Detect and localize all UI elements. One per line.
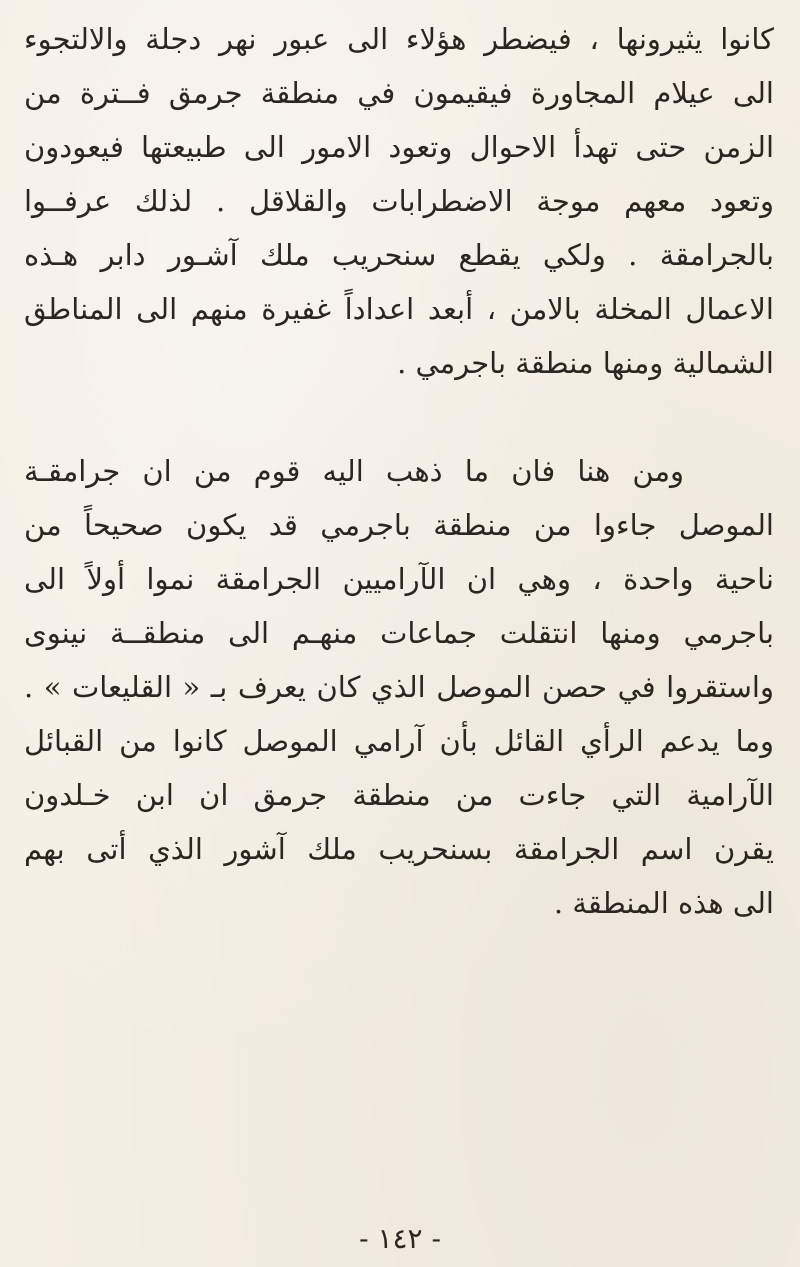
text-line: يقرن اسم الجرامقة بسنحريب ملك آشور الذي أتى بهم — [24, 832, 774, 866]
page-number: - ١٤٢ - — [359, 1222, 441, 1255]
text-line: الزمن حتى تهدأ الاحوال وتعود الامور الى طبيعتها فيعودون — [24, 130, 774, 164]
text-line: وتعود معهم موجة الاضطرابات والقلاقل . لذلك عرفــوا — [24, 184, 774, 218]
text-line: وما يدعم الرأي القائل بأن آرامي الموصل كانوا من القبائل — [24, 724, 774, 758]
paragraph-1 — [24, 12, 774, 390]
text-line: ناحية واحدة ، وهي ان الآراميين الجرامقة نموا أولاً الى — [24, 562, 774, 596]
text-line: ومن هنا فان ما ذهب اليه قوم من ان جرامقـة — [24, 454, 684, 488]
text-line: كانوا يثيرونها ، فيضطر هؤلاء الى عبور نهر دجلة والالتجوء — [24, 22, 774, 56]
text-line: الاعمال المخلة بالامن ، أبعد اعداداً غفيرة منهم الى المناطق — [24, 292, 774, 326]
text-line: الى هذه المنطقة . — [553, 886, 774, 920]
text-line: الى عيلام المجاورة فيقيمون في منطقة جرمق فــترة من — [24, 76, 774, 110]
text-line: واستقروا في حصن الموصل الذي كان يعرف بـ « القليعات » . — [24, 670, 774, 704]
paragraph-2 — [24, 444, 774, 930]
text-line: الآرامية التي جاءت من منطقة جرمق ان ابن خـلدون — [24, 778, 774, 812]
text-line: باجرمي ومنها انتقلت جماعات منهـم الى منطقــة نينوى — [24, 616, 774, 650]
text-line: الشمالية ومنها منطقة باجرمي . — [397, 346, 774, 380]
text-line: الموصل جاءوا من منطقة باجرمي قد يكون صحيحاً من — [24, 508, 774, 542]
text-line: بالجرامقة . ولكي يقطع سنحريب ملك آشـور دابر هـذه — [24, 238, 774, 272]
